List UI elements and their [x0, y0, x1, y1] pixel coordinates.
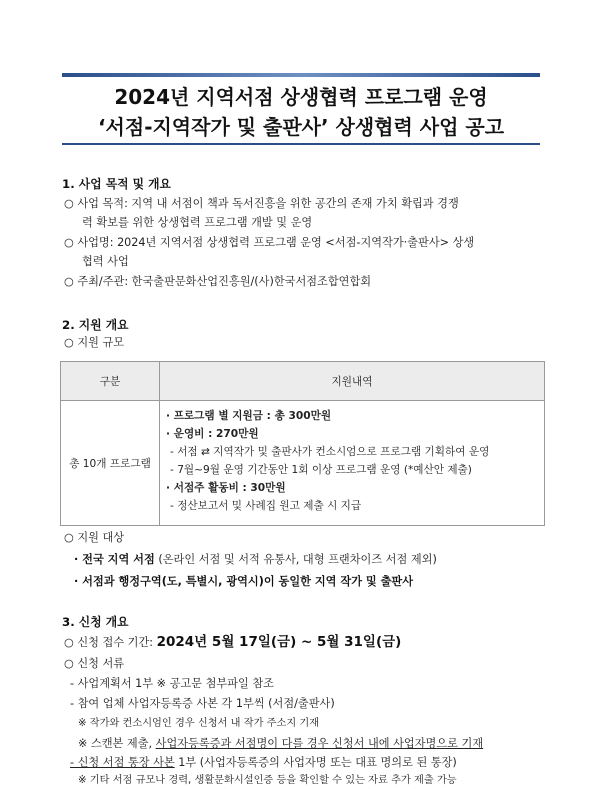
documents-label: ○ 신청 서류 [64, 657, 125, 670]
purpose-line2: 력 확보를 위한 상생협력 프로그램 개발 및 운영 [82, 216, 313, 229]
target1-rest: (온라인 서점 및 서적 유통사, 대형 프랜차이즈 서점 제외) [154, 553, 437, 566]
table-row [61, 401, 545, 526]
page-title: 2024년 지역서점 상생협력 프로그램 운영 [114, 85, 488, 109]
section3-heading: 3. 신청 개요 [62, 615, 129, 629]
doc-registration: - 참여 업체 사업자등록증 사본 각 1부씩 (서점/출판사) [70, 697, 335, 710]
application-period-line [64, 634, 401, 651]
title-bottom-rule [62, 143, 540, 145]
table-header-row [61, 362, 545, 401]
note-additional: ※ 기타 서점 규모나 경력, 생활문화시설인증 등을 확인할 수 있는 자료 추가 제출 가능 [78, 775, 457, 786]
target-line1 [74, 552, 437, 568]
period-label: ○ 신청 접수 기간: [64, 636, 157, 649]
note-scan-underlined: 사업자등록증과 서점명이 다를 경우 신청서 내에 사업자명으로 기재 [155, 737, 484, 750]
support-target-label: ○ 지원 대상 [64, 531, 125, 544]
support-scale-label: ○ 지원 규모 [64, 336, 125, 349]
detail-line-owner-fee: · 서점주 활동비 : 30만원 [166, 482, 286, 494]
doc-bankbook [70, 755, 457, 771]
note-author-address: ※ 작가와 컨소시엄인 경우 신청서 내 작가 주소지 기재 [78, 718, 320, 729]
doc-bankbook-underlined: - 신청 서점 통장 사본 [70, 756, 175, 769]
table-row-label: 총 10개 프로그램 [61, 401, 160, 526]
detail-line-operating: · 운영비 : 270만원 [166, 428, 259, 440]
note-scan-pre: ※ 스캔본 제출, [78, 737, 156, 750]
detail-line-total: · 프로그램 별 지원금 : 총 300만원 [166, 410, 332, 422]
project-name-line1: ○ 사업명: 2024년 지역서점 상생협력 프로그램 운영 <서점-지역작가·출판사> 상생 [64, 236, 475, 249]
purpose-line1: ○ 사업 목적: 지역 내 서점이 책과 독서진흥을 위한 공간의 존재 가치 확립과 경쟁 [64, 197, 459, 210]
title-box [62, 73, 540, 145]
detail-line-payment: - 정산보고서 및 사례집 원고 제출 시 지급 [170, 500, 362, 512]
host-line: ○ 주최/주관: 한국출판문화산업진흥원/(사)한국서점조합연합회 [64, 275, 372, 288]
note-scan [78, 736, 483, 752]
period-value: 2024년 5월 17일(금) ~ 5월 31일(금) [156, 634, 402, 650]
section1-heading: 1. 사업 목적 및 개요 [62, 177, 171, 191]
doc-bankbook-rest: 1부 (사업자등록증의 사업자명 또는 대표 명의로 된 통장) [174, 756, 457, 769]
detail-line-period: - 7월~9월 운영 기간동안 1회 이상 프로그램 운영 (*예산안 제출) [170, 464, 472, 476]
table-header-category: 구분 [61, 362, 160, 401]
target-line2: · 서점과 행정구역(도, 특별시, 광역시)이 동일한 지역 작가 및 출판사 [74, 575, 414, 588]
table-header-details: 지원내역 [160, 362, 545, 401]
project-name-line2: 협력 사업 [82, 255, 129, 268]
target1-bold: · 전국 지역 서점 [74, 553, 155, 566]
support-table [60, 361, 545, 526]
section2-heading: 2. 지원 개요 [62, 318, 129, 332]
detail-line-consortium: - 서점 ⇄ 지역작가 및 출판사가 컨소시엄으로 프로그램 기획하여 운영 [170, 446, 490, 458]
table-row-details [160, 401, 545, 526]
title-top-rule [62, 73, 540, 77]
page-subtitle: ‘서점-지역작가 및 출판사’ 상생협력 사업 공고 [97, 115, 505, 139]
doc-business-plan: - 사업계획서 1부 ※ 공고문 첨부파일 참조 [70, 677, 274, 690]
